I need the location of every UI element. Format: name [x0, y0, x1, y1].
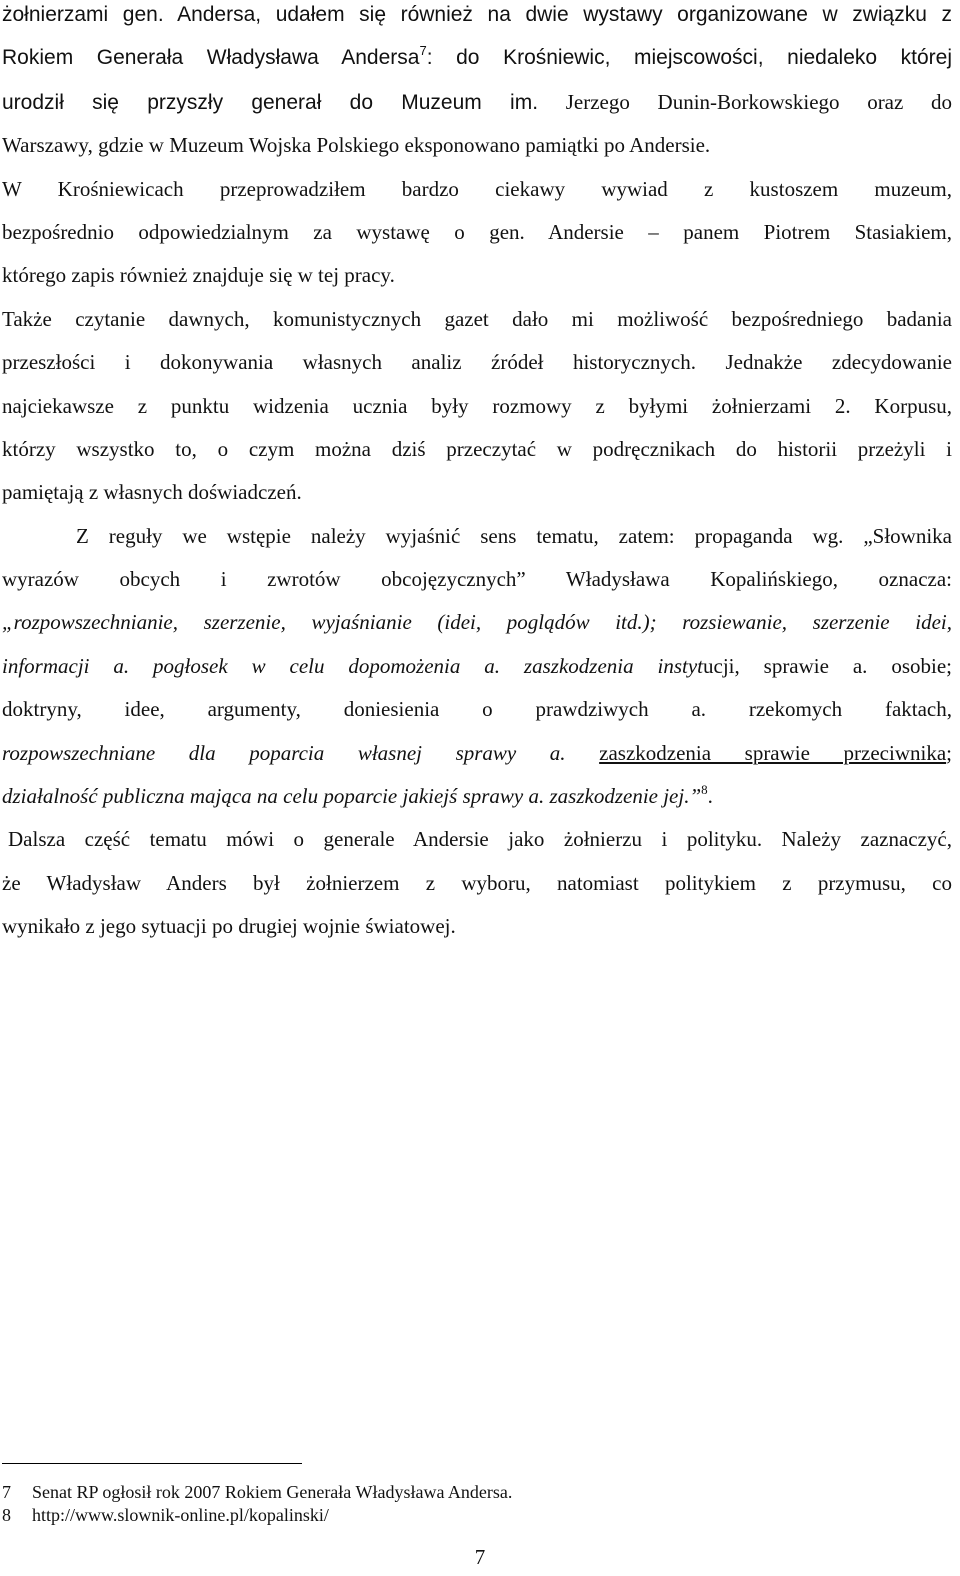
- text-line-8: [2, 301, 952, 337]
- text-segment: W Krośniewicach przeprowadziłem bardzo ciekawy wywiad z kustoszem muzeum,: [2, 177, 952, 201]
- text-segment: którego zapis również znajduje się w tej pracy.: [2, 263, 395, 287]
- text-segment: Dalsza część tematu mówi o generale Andersie jako żołnierzu i polityku. Należy zaznaczyć,: [8, 827, 952, 851]
- text-line-16-quotation: [2, 648, 952, 684]
- text-segment: Z reguły we wstępie należy wyjaśnić sens tematu, zatem: propaganda wg. „Słownika: [76, 524, 952, 548]
- footnote-7: [2, 1480, 902, 1504]
- text-segment: Rokiem Generała Władysława Andersa: [2, 46, 420, 69]
- text-segment: bezpośrednio odpowiedzialnym za wystawę o gen. Andersie – panem Piotrem Stasiakiem,: [2, 220, 952, 244]
- text-line-11: [2, 431, 952, 467]
- text-line-21: [2, 865, 952, 901]
- text-segment: że Władysław Anders był żołnierzem z wyboru, natomiast politykiem z przymusu, co: [2, 871, 952, 895]
- text-line-2: [2, 40, 952, 76]
- text-line-7: [2, 257, 952, 293]
- text-line-15-quotation: [2, 604, 952, 640]
- text-line-14: [2, 561, 952, 597]
- text-segment: wynikało z jego sytuacji po drugiej wojnie światowej.: [2, 914, 456, 938]
- footnote-number: 7: [2, 1482, 11, 1502]
- footnote-number: 8: [2, 1505, 11, 1525]
- text-segment: którzy wszystko to, o czym można dziś przeczytać w podręcznikach do historii przeżyli i: [2, 437, 952, 461]
- text-segment: pamiętają z własnych doświadczeń.: [2, 480, 302, 504]
- text-segment: informacji a. pogłosek w celu dopomożenia a. zaszkodzenia instyt: [2, 654, 703, 678]
- text-line-17-quotation: [2, 691, 952, 727]
- page-number: 7: [474, 1545, 486, 1569]
- text-segment: najciekawsze z punktu widzenia ucznia były rozmowy z byłymi żołnierzami 2. Korpusu,: [2, 394, 952, 418]
- text-line-5: [2, 171, 952, 207]
- text-segment: ;: [946, 741, 952, 765]
- text-segment: Także czytanie dawnych, komunistycznych gazet dało mi możliwość bezpośredniego badania: [2, 307, 952, 331]
- underlined-text: zaszkodzenia sprawie przeciwnika: [599, 741, 947, 765]
- text-segment: Jerzego Dunin-Borkowskiego oraz do: [538, 90, 953, 114]
- text-segment: doktryny, idee, argumenty, doniesienia o prawdziwych a. rzekomych faktach,: [2, 697, 952, 721]
- text-segment: działalność publiczna mająca na celu poparcie jakiejś sprawy a. zaszkodzenie jej.”: [2, 784, 702, 808]
- text-line-10: [2, 388, 952, 424]
- text-line-19-quotation: [2, 778, 952, 814]
- footnote-ref-8[interactable]: 8: [701, 782, 708, 797]
- text-line-1: [2, 0, 952, 33]
- text-line-20-paragraph-start: [8, 821, 952, 857]
- text-line-22: [2, 908, 952, 944]
- text-line-3: [2, 84, 952, 120]
- text-segment: żołnierzami gen. Andersa, udałem się również na dwie wystawy organizowane w związku z: [2, 3, 952, 26]
- text-line-13-paragraph-start: [76, 518, 952, 554]
- footnote-8: [2, 1503, 902, 1527]
- text-segment: wyrazów obcych i zwrotów obcojęzycznych” Władysława Kopalińskiego, oznacza:: [2, 567, 952, 591]
- footnote-text: Senat RP ogłosił rok 2007 Rokiem Generała Władysława Andersa.: [32, 1482, 513, 1502]
- text-segment: .: [707, 784, 713, 808]
- text-segment: : do Krośniewic, miejscowości, niedaleko której: [426, 46, 952, 69]
- text-segment: urodził się przyszły generał do Muzeum im.: [2, 91, 539, 114]
- text-segment: Warszawy, gdzie w Muzeum Wojska Polskiego eksponowano pamiątki po Andersie.: [2, 133, 711, 157]
- text-line-6: [2, 214, 952, 250]
- text-line-18-quotation: [2, 735, 952, 771]
- text-segment: „rozpowszechnianie, szerzenie, wyjaśnianie (idei, poglądów itd.); rozsiewanie, szerzenie idei,: [2, 610, 952, 634]
- text-segment: przeszłości i dokonywania własnych analiz źródeł historycznych. Jednakże zdecydowanie: [2, 350, 952, 374]
- footnote-link[interactable]: http://www.slownik-online.pl/kopalinski/: [32, 1505, 329, 1525]
- footnote-separator: [2, 1463, 302, 1464]
- text-line-4: [2, 127, 952, 163]
- text-line-12: [2, 474, 952, 510]
- text-segment: rozpowszechniane dla poparcia własnej sprawy a.: [2, 741, 566, 765]
- text-line-9: [2, 344, 952, 380]
- footnote-ref-7[interactable]: 7: [419, 43, 427, 58]
- text-segment: ucji, sprawie a. osobie;: [703, 654, 952, 678]
